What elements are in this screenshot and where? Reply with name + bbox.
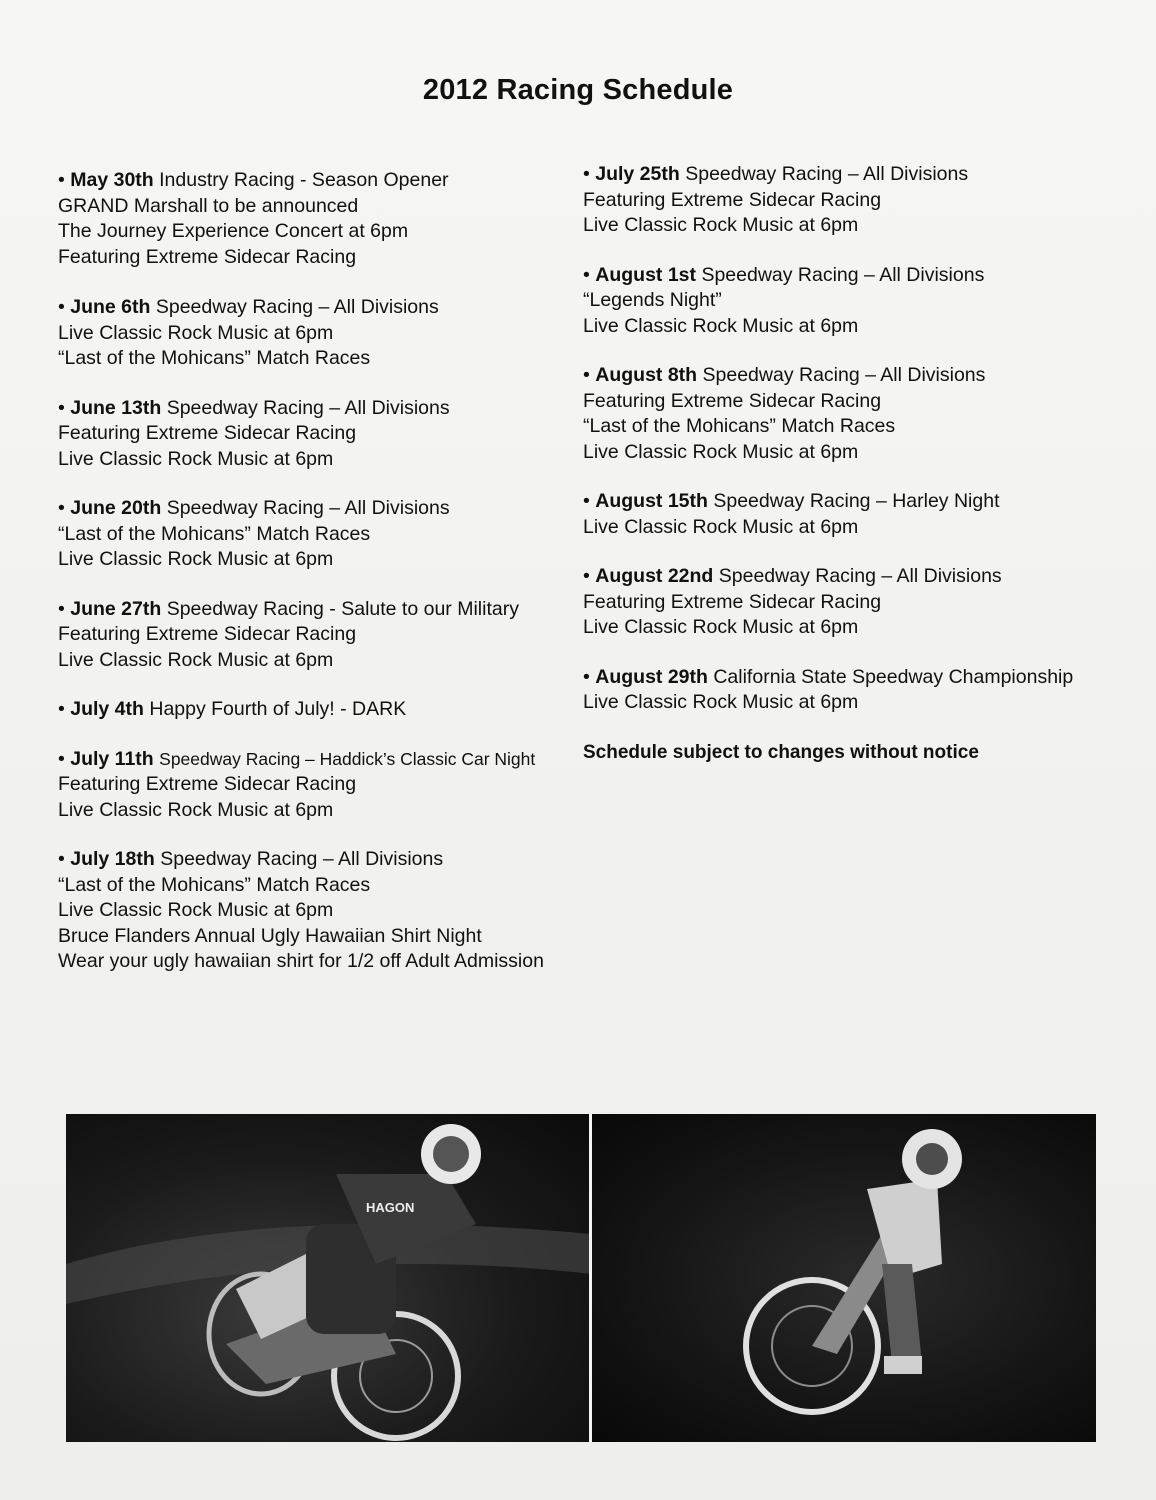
- right-schedule-column: [583, 162, 1103, 765]
- event-detail-line: Bruce Flanders Annual Ugly Hawaiian Shirt Night: [58, 924, 482, 947]
- event-description: California State Speedway Championship: [713, 665, 1074, 688]
- event-headline: [583, 263, 1103, 289]
- schedule-event: [58, 496, 578, 573]
- bullet-icon: •: [583, 364, 596, 386]
- event-date: June 6th: [70, 296, 151, 318]
- event-date: August 29th: [595, 665, 708, 688]
- event-date: May 30th: [70, 169, 154, 191]
- event-description: Speedway Racing - Salute to our Military: [166, 597, 519, 620]
- schedule-event: [583, 489, 1103, 540]
- event-date: August 22nd: [595, 565, 714, 587]
- bullet-icon: •: [583, 665, 596, 688]
- event-detail-line: Featuring Extreme Sidecar Racing: [583, 188, 882, 211]
- speedway-rider-photo-icon: [592, 1114, 1094, 1442]
- event-description: Speedway Racing – All Divisions: [155, 296, 439, 318]
- bullet-icon: •: [583, 163, 596, 185]
- bullet-icon: •: [583, 565, 596, 587]
- event-description: Speedway Racing – All Divisions: [701, 263, 985, 286]
- event-detail-line: Live Classic Rock Music at 6pm: [583, 515, 859, 538]
- event-description: Industry Racing - Season Opener: [159, 169, 449, 191]
- event-headline: [583, 162, 1103, 188]
- event-description: Speedway Racing – Harley Night: [713, 490, 1000, 512]
- bullet-icon: •: [58, 497, 71, 519]
- bullet-icon: •: [583, 263, 596, 286]
- event-detail-line: Live Classic Rock Music at 6pm: [58, 798, 334, 821]
- schedule-event: [58, 747, 578, 824]
- event-date: August 1st: [595, 263, 697, 286]
- event-description: Happy Fourth of July! - DARK: [149, 698, 407, 720]
- event-detail-line: Featuring Extreme Sidecar Racing: [583, 389, 882, 412]
- event-headline: [583, 665, 1103, 691]
- event-detail-line: GRAND Marshall to be announced: [58, 194, 359, 217]
- event-headline: [58, 597, 578, 623]
- schedule-event: [58, 697, 578, 723]
- event-detail-line: “Last of the Mohicans” Match Races: [58, 522, 371, 545]
- event-detail-line: Featuring Extreme Sidecar Racing: [583, 590, 882, 613]
- event-headline: [58, 697, 578, 723]
- schedule-event: [58, 847, 578, 975]
- schedule-event: [583, 162, 1103, 239]
- schedule-notice: Schedule subject to changes without notice: [583, 741, 979, 763]
- bullet-icon: •: [58, 597, 71, 620]
- event-detail-line: The Journey Experience Concert at 6pm: [58, 220, 409, 242]
- event-date: August 15th: [595, 490, 708, 512]
- schedule-event: [583, 665, 1103, 716]
- schedule-event: [58, 396, 578, 473]
- event-detail-line: Live Classic Rock Music at 6pm: [583, 440, 859, 463]
- event-date: July 25th: [595, 163, 680, 185]
- bullet-icon: •: [58, 698, 71, 720]
- event-headline: [58, 747, 578, 773]
- bullet-icon: •: [58, 169, 71, 191]
- event-date: June 20th: [70, 497, 162, 519]
- event-detail-line: Live Classic Rock Music at 6pm: [58, 899, 334, 921]
- bullet-icon: •: [583, 490, 596, 512]
- event-detail-line: “Last of the Mohicans” Match Races: [58, 873, 371, 896]
- event-headline: [58, 496, 578, 522]
- event-date: July 18th: [70, 848, 155, 870]
- speedway-rider-photo-icon: [66, 1114, 589, 1442]
- event-detail-line: Live Classic Rock Music at 6pm: [583, 616, 859, 638]
- schedule-event: [58, 597, 578, 674]
- event-detail-line: “Last of the Mohicans” Match Races: [58, 347, 371, 369]
- left-schedule-column: [58, 168, 578, 975]
- event-description: Speedway Racing – All Divisions: [166, 396, 450, 419]
- bullet-icon: •: [58, 396, 71, 419]
- bullet-icon: •: [58, 747, 71, 770]
- svg-text:HAGON: HAGON: [366, 1200, 415, 1215]
- bullet-icon: •: [58, 848, 71, 870]
- event-detail-line: Live Classic Rock Music at 6pm: [58, 321, 334, 344]
- event-detail-line: Live Classic Rock Music at 6pm: [58, 447, 334, 470]
- event-description: Speedway Racing – All Divisions: [702, 364, 986, 386]
- event-detail-line: Featuring Extreme Sidecar Racing: [58, 422, 357, 444]
- event-detail-line: Featuring Extreme Sidecar Racing: [58, 623, 357, 645]
- event-date: June 27th: [70, 597, 162, 620]
- event-headline: [583, 489, 1103, 515]
- speedway-rider-photo-right: [589, 1114, 1096, 1442]
- event-headline: [58, 847, 578, 873]
- schedule-event: [58, 168, 578, 270]
- event-description: Speedway Racing – All Divisions: [718, 565, 1002, 587]
- event-description: Speedway Racing – Haddick’s Classic Car Night: [159, 748, 536, 769]
- event-date: July 4th: [70, 698, 144, 720]
- event-description: Speedway Racing – All Divisions: [160, 848, 444, 870]
- bullet-icon: •: [58, 296, 71, 318]
- event-headline: [58, 168, 578, 194]
- schedule-event: [583, 363, 1103, 465]
- event-detail-line: Live Classic Rock Music at 6pm: [583, 214, 859, 236]
- event-headline: [583, 363, 1103, 389]
- speedway-rider-photo-left: [66, 1114, 589, 1442]
- event-headline: [58, 295, 578, 321]
- event-description: Speedway Racing – All Divisions: [166, 497, 450, 519]
- right-event-list: [583, 162, 1103, 716]
- schedule-event: [583, 263, 1103, 340]
- event-detail-line: “Last of the Mohicans” Match Races: [583, 415, 896, 437]
- event-date: August 8th: [595, 364, 698, 386]
- event-detail-line: Featuring Extreme Sidecar Racing: [58, 773, 357, 795]
- event-detail-line: Live Classic Rock Music at 6pm: [583, 314, 859, 337]
- left-event-list: [58, 168, 578, 975]
- event-date: June 13th: [70, 396, 162, 419]
- event-detail-line: Live Classic Rock Music at 6pm: [58, 648, 334, 671]
- schedule-event: [583, 564, 1103, 641]
- photo-strip: [66, 1114, 1096, 1442]
- event-description: Speedway Racing – All Divisions: [685, 163, 969, 185]
- event-detail-line: “Legends Night”: [583, 289, 722, 311]
- event-detail-line: Live Classic Rock Music at 6pm: [583, 691, 859, 713]
- event-detail-line: Live Classic Rock Music at 6pm: [58, 548, 334, 570]
- event-date: July 11th: [70, 747, 154, 770]
- event-detail-line: Wear your ugly hawaiian shirt for 1/2 off Adult Admission: [58, 950, 544, 972]
- event-headline: [583, 564, 1103, 590]
- schedule-event: [58, 295, 578, 372]
- event-headline: [58, 396, 578, 422]
- page-title: 2012 Racing Schedule: [422, 74, 734, 106]
- event-detail-line: Featuring Extreme Sidecar Racing: [58, 245, 357, 268]
